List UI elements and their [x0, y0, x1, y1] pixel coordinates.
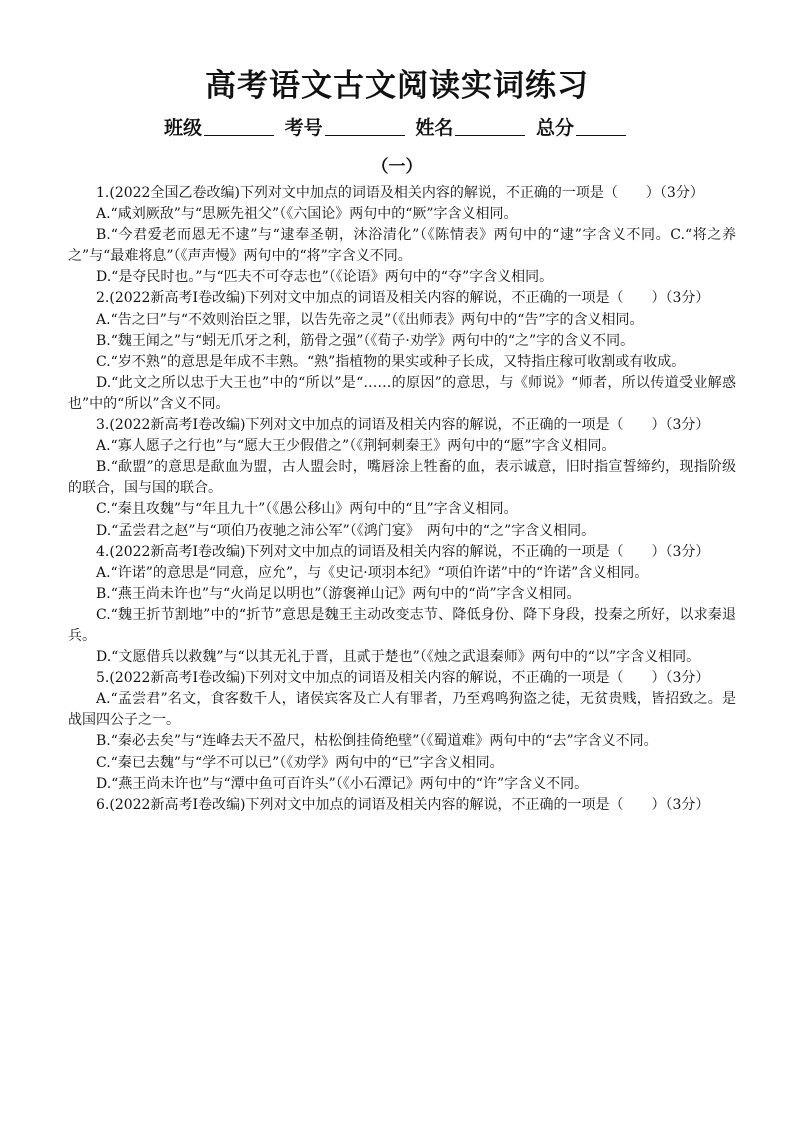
question-option: A.“咸刘厥敌”与“思厥先祖父”（《六国论》两句中的“厥”字含义相同。	[96, 206, 518, 223]
question-stem: 5.(2022新高考Ⅰ卷改编)下列对文中加点的词语及相关内容的解说，不正确的一项是（ ）（3分）	[96, 670, 710, 687]
question-option: C.“岁不熟”的意思是年成不丰熟。“熟”指植物的果实或种子长成，又特指庄稼可收割或有收成。	[96, 353, 686, 370]
question-option: C.“魏王折节割地”中的“折节”意思是魏王主动改变志节、降低身份、降下身段，投秦之所好，以求秦退兵。	[68, 606, 736, 644]
question-body	[68, 183, 736, 816]
question-option: B.“燕王尚未许也”与“火尚足以明也”（游褒禅山记》两句中的“尚”字含义相同。	[96, 585, 581, 602]
page-title: 高考语文古文阅读实词练习	[205, 68, 589, 104]
question-option: D.“燕王尚未许也”与“潭中鱼可百许头”（《小石潭记》两句中的“许”字含义不同。	[96, 775, 589, 792]
total-score-blank[interactable]	[576, 117, 626, 136]
question-stem: 4.(2022新高考Ⅰ卷改编)下列对文中加点的词语及相关内容的解说，不正确的一项是（ ）（3分）	[96, 543, 710, 560]
question-option: C.“秦且攻魏”与“年且九十”（《愚公移山》两句中的“且”字含义相同。	[96, 501, 518, 518]
question-option: D.“孟尝君之赵”与“项伯乃夜驰之沛公军”（《鸿门宴》 两句中的“之”字含义相同。	[96, 522, 596, 539]
exam-number-blank[interactable]	[325, 117, 405, 136]
question-option: B.“歃盟”的意思是歃血为盟，古人盟会时，嘴唇涂上牲畜的血，表示诚意，旧时指宣誓缔约，现指阶级的联合，国与国的联合。	[68, 459, 736, 497]
total-score-label: 总分	[535, 117, 574, 139]
question-option: B.“秦必去矣”与“连峰去天不盈尺，枯松倒挂倚绝壁”（《蜀道难》两句中的“去”字含义不同。	[96, 733, 658, 750]
question-option: D.“此文之所以忠于大王也”中的“所以”是“……的原因”的意思，与《师说》“师者，所以传道受业解惑也”中的“所以”含义不同。	[68, 374, 736, 412]
question-option: A.“许诺”的意思是“同意，应允”，与《史记·项羽本纪》“项伯许诺”中的“许诺”含义相同。	[96, 564, 649, 581]
question-option: D.“文愿借兵以救魏”与“以其无礼于晋，且贰于楚也”（《烛之武退秦师》两句中的“以”字含义相同。	[96, 649, 701, 666]
class-blank[interactable]	[204, 117, 274, 136]
question-option: B.“魏王闻之”与“蚓无爪牙之利，筋骨之强”（《荀子·劝学》两句中的“之”字的含义不同。	[96, 332, 635, 349]
question-option: A.“孟尝君”名文，食客数千人，诸侯宾客及亡人有罪者，乃至鸡鸣狗盗之徒，无贫贵贱，皆招致之。是战国四公子之一。	[68, 691, 736, 729]
question-option: B.“今君爱老而恩无不逮”与“逮奉圣朝，沐浴清化”（《陈情表》两句中的“逮”字含义不同。C.“将之养之”与“最难将息”（《声声慢》两句中的“将”字含义不同。	[68, 227, 736, 265]
question-option: A.“寡人愿子之行也”与“愿大王少假借之”（《荆轲刺秦王》两句中的“愿”字含义相同。	[96, 438, 616, 455]
question-stem: 2.(2022新高考Ⅰ卷改编)下列对文中加点的词语及相关内容的解说，不正确的一项是（ ）（3分）	[96, 290, 710, 307]
section-heading: （一）	[371, 157, 423, 177]
question-option: D.“是夺民时也。”与“匹夫不可夺志也”（《论语》两句中的“夺”字含义相同。	[96, 269, 554, 286]
question-stem: 1.(2022全国乙卷改编)下列对文中加点的词语及相关内容的解说，不正确的一项是（ ）（3分）	[96, 185, 704, 201]
student-info-row	[0, 113, 794, 140]
question-option: C.“秦已去魏”与“学不可以已”（《劝学》两句中的“已”字含义相同。	[96, 754, 504, 771]
name-label: 姓名	[415, 117, 454, 139]
question-stem: 6.(2022新高考Ⅰ卷改编)下列对文中加点的词语及相关内容的解说，不正确的一项是（ ）（3分）	[96, 796, 710, 813]
class-label: 班级	[164, 117, 203, 139]
question-option: A.“告之曰”与“不效则治臣之罪，以告先帝之灵”（《出师表》两句中的“告”字的含义相同。	[96, 311, 644, 328]
question-stem: 3.(2022新高考Ⅰ卷改编)下列对文中加点的词语及相关内容的解说，不正确的一项是（ ）（3分）	[96, 417, 710, 434]
name-blank[interactable]	[455, 117, 525, 136]
exam-number-label: 考号	[284, 117, 323, 139]
